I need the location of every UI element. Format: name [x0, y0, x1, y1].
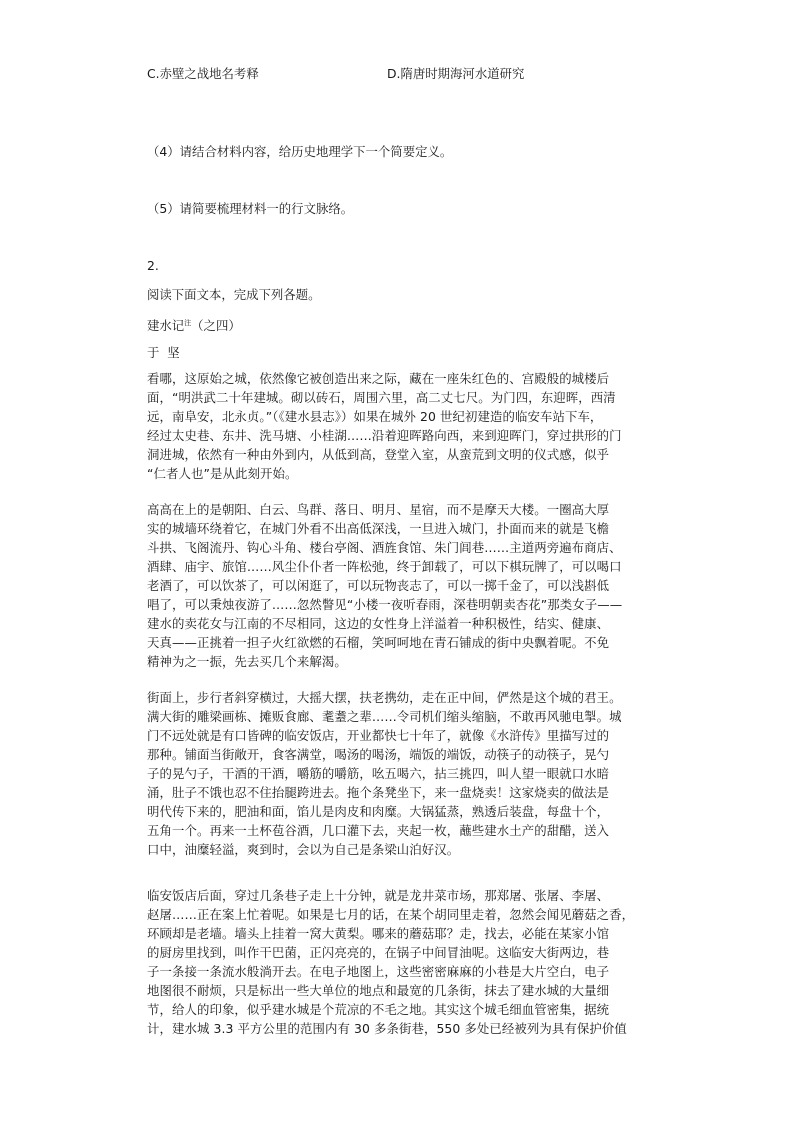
- paragraph-line: 临安饭店后面，穿过几条巷子走上十分钟，就是龙井菜市场，那郑屠、张屠、李屠、: [147, 888, 610, 903]
- paragraph-line: 精神为之一振，先去买几个来解渴。: [147, 654, 347, 669]
- paragraph-line: 高高在上的是朝阳、白云、鸟群、落日、明月、星宿，而不是摩天大楼。一圈高大厚: [147, 502, 610, 517]
- paragraph-line: 面，“明洪武二十年建城。砌以砖石，周围六里，高二丈七尺。为门四，东迎晖，西清: [147, 390, 616, 405]
- paragraph-line: 涌，肚子不饿也忍不住抬腿跨进去。拖个条凳坐下，来一盘烧卖！这家烧卖的做法是: [147, 785, 610, 800]
- paragraph-line: 节，给人的印象，似乎建水城是个荒凉的不毛之地。其实这个城毛细血管密集，据统: [147, 1002, 610, 1017]
- paragraph-line: 远，南阜安，北永贞。”（《建水县志》）如果在城外 20 世纪初建造的临安车站下车，: [147, 409, 603, 424]
- paragraph-line: 建水的卖花女与江南的不尽相同，这边的女性身上洋溢着一种积极性，结实、健康、: [147, 616, 610, 631]
- paragraph-line: 经过太史巷、东井、洗马塘、小桂湖……沿着迎晖路向西，来到迎晖门，穿过拱形的门: [147, 428, 622, 443]
- paragraph-line: 明代传下来的，肥油和面，馅儿是肉皮和肉糜。大锅猛蒸，熟透后装盘，每盘十个，: [147, 804, 610, 819]
- paragraph-line: 赵屠……正在案上忙着呢。如果是七月的话，在某个胡同里走着，忽然会闻见蘑菇之香，: [147, 907, 635, 922]
- question-4: （4）请结合材料内容，给历史地理学下一个简要定义。: [147, 144, 453, 159]
- paragraph-line: 唱了，可以秉烛夜游了……忽然瞥见“小楼一夜听春雨，深巷明朝卖杏花”那类女子——: [147, 597, 623, 612]
- paragraph-line: 酒肆、庙宇、旅馆……风尘仆仆者一阵松弛，终于卸载了，可以下棋玩牌了，可以喝口: [147, 559, 622, 574]
- paragraph-line: 子的晃勺子，干酒的干酒，嚼筋的嚼筋，吆五喝六，拈三挑四，叫人望一眼就口水暗: [147, 766, 610, 781]
- paragraph-line: 子一条接一条流水般淌开去。在电子地图上，这些密密麻麻的小巷是大片空白，电子: [147, 964, 610, 979]
- essay-paragraph: [147, 886, 667, 1038]
- essay-paragraph: [147, 369, 667, 483]
- paragraph-line: 地图很不耐烦，只是标出一些大单位的地点和最宽的几条街，抹去了建水城的大量细: [147, 983, 610, 998]
- paragraph-line: 门不远处就是有口皆碑的临安饭店，开业都快七十年了，就像《水浒传》里描写过的: [147, 728, 610, 743]
- paragraph-line: 天真——正挑着一担子火红欲燃的石榴，笑呵呵地在青石铺成的街中央飘着呢。不免: [147, 635, 610, 650]
- paragraph-line: 老酒了，可以饮茶了，可以闲逛了，可以玩物丧志了，可以一掷千金了，可以浅斟低: [147, 578, 610, 593]
- paragraph-line: 实的城墙环绕着它，在城门外看不出高低深浅，一旦进入城门，扑面而来的就是飞檐: [147, 521, 610, 536]
- essay-author: 于 坚: [147, 345, 180, 360]
- paragraph-line: 街面上，步行者斜穿横过，大摇大摆，扶老携幼，走在正中间，俨然是这个城的君王。: [147, 690, 622, 705]
- option-d: D.隋唐时期海河水道研究: [387, 66, 525, 81]
- paragraph-line: 看哪，这原始之城，依然像它被创造出来之际，藏在一座朱红色的、宫殿般的城楼后: [147, 371, 610, 386]
- paragraph-line: 五角一个。再来一土杯苞谷酒，几口灌下去，夹起一枚，蘸些建水土产的甜醋，送入: [147, 823, 610, 838]
- paragraph-line: 斗拱、飞阁流丹、钩心斗角、楼台亭阁、酒旌食馆、朱门闾巷……主道两旁遍布商店、: [147, 540, 622, 555]
- paragraph-line: 满大街的雕梁画栋、摊贩食廊、耄耋之辈……令司机们缩头缩脑，不敢再风驰电掣。城: [147, 709, 622, 724]
- option-c: C.赤壁之战地名考释: [147, 66, 259, 81]
- reading-instruction: 阅读下面文本，完成下列各题。: [147, 287, 321, 302]
- question-5: （5）请简要梳理材料一的行文脉络。: [147, 201, 354, 216]
- essay-title-text: 建水记: [147, 318, 185, 334]
- answer-options-row: [147, 64, 525, 82]
- essay-title-suffix: （之四）: [191, 318, 241, 334]
- paragraph-line: 的厨房里找到，叫作干巴菌，正闪亮亮的，在锅子中间冒油呢。这临安大街两边，巷: [147, 945, 610, 960]
- paragraph-line: 洞进城，依然有一种由外到内，从低到高，登堂入室，从蛮荒到文明的仪式感，似乎: [147, 447, 610, 462]
- essay-paragraph: [147, 688, 667, 859]
- paragraph-line: 口中，油糜轻溢，爽到时，会以为自己是条梁山泊好汉。: [147, 842, 460, 857]
- paragraph-line: 计，建水城 3.3 平方公里的范围内有 30 多条街巷，550 多处已经被列为具有保护价值: [147, 1021, 627, 1036]
- section-number: 2.: [147, 258, 159, 273]
- paragraph-line: “仁者人也”是从此刻开始。: [147, 466, 298, 481]
- essay-title: [147, 314, 241, 335]
- essay-paragraph: [147, 500, 667, 671]
- paragraph-line: 那种。铺面当街敞开，食客满堂，喝汤的喝汤，端饭的端饭，动筷子的动筷子，晃勺: [147, 747, 610, 762]
- paragraph-line: 环顾却是老墙。墙头上挂着一窝大黄梨。哪来的蘑菇耶？走，找去，必能在某家小馆: [147, 926, 610, 941]
- title-footnote-mark: 注: [184, 319, 192, 327]
